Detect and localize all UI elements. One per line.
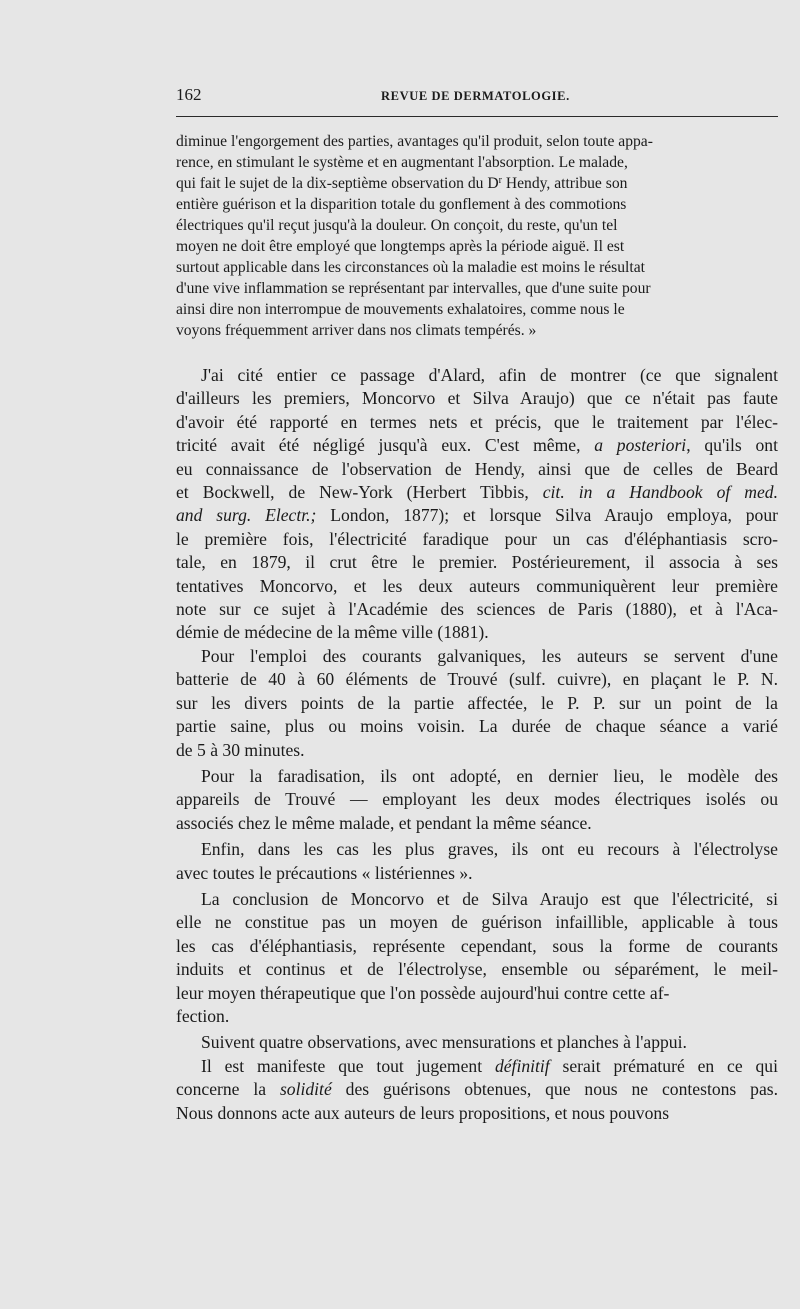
text-line: Suivent quatre observations, avec mensurations et planches à l'appui. — [201, 1032, 687, 1053]
text-line: Enfin, dans les cas les plus graves, ils ont eu recours à l'électrolyse — [201, 839, 778, 860]
italic-solidite: solidité — [279, 1079, 332, 1100]
text-line: tentatives Moncorvo, et les deux auteurs communiquèrent leur première — [176, 575, 778, 596]
text-line: note sur ce sujet à l'Académie des sciences de Paris (1880), et à l'Aca- — [176, 599, 778, 620]
quote-line: voyons fréquemment arriver dans nos climats tempérés. » — [176, 322, 537, 339]
quote-line: d'une vive inflammation se représentant par intervalles, que d'une suite pour — [176, 280, 651, 297]
quote-line: qui fait le sujet de la dix-septième observation du $D^r$ Hendy, attribue son — [176, 175, 628, 192]
text-line: fection. — [176, 1005, 230, 1026]
page-number: 162 — [176, 85, 202, 104]
body-text — [176, 364, 778, 1125]
quote-line: ainsi dire non interrompue de mouvements exhalatoires, comme nous le — [176, 301, 625, 318]
running-title: REVUE DE DERMATOLOGIE. — [381, 89, 570, 103]
text-line: le première fois, l'électricité faradique pour un cas d'éléphantiasis scro- — [176, 528, 778, 549]
italic-definitif: définitif — [494, 1055, 550, 1076]
text-line: de 5 à 30 minutes. — [176, 739, 305, 760]
text-line: Nous donnons acte aux auteurs de leurs propositions, et nous pouvons — [176, 1102, 670, 1123]
paragraph-3 — [176, 765, 778, 835]
text-line: induits et continus et de l'électrolyse, ensemble ou séparément, le meil- — [176, 959, 778, 980]
text-line: appareils de Trouvé — employant les deux modes électriques isolés ou — [176, 789, 778, 810]
quote-line: électriques qu'il reçut jusqu'à la douleur. On conçoit, du reste, qu'un tel — [176, 217, 618, 234]
text-line: d'avoir été rapporté en termes nets et précis, que le traitement par l'élec- — [176, 411, 778, 432]
text-line: eu connaissance de l'observation de Hendy, ainsi que de celles de Beard — [176, 458, 778, 479]
paragraph-2 — [176, 645, 778, 762]
text-line: partie saine, plus ou moins voisin. La durée de chaque séance a varié — [176, 716, 778, 737]
quote-line: surtout applicable dans les circonstances où la maladie est moins le résultat — [176, 259, 645, 276]
text-line: Il est manifeste que tout jugement définitif serait prématuré en ce qui — [201, 1055, 778, 1076]
text-line: tricité avait été négligé jusqu'à eux. C'est même, a posteriori, qu'ils ont — [176, 435, 778, 456]
italic-a-posteriori: a posteriori — [594, 435, 687, 456]
text-line: Pour l'emploi des courants galvaniques, les auteurs se servent d'une — [201, 645, 778, 666]
text-line: Pour la faradisation, ils ont adopté, en dernier lieu, le modèle des — [201, 765, 778, 786]
text-line: tale, en 1879, il crut être le premier. Postérieurement, il associa à ses — [176, 552, 778, 573]
italic-citation-cont: and surg. Electr.; — [176, 505, 317, 526]
text-line: et Bockwell, de New-York (Herbert Tibbis, cit. in a Handbook of med. — [176, 482, 778, 503]
quoted-passage — [176, 131, 778, 341]
paragraph-6 — [176, 1031, 778, 1054]
text-line: La conclusion de Moncorvo et de Silva Araujo est que l'électricité, si — [201, 888, 778, 909]
text-line: d'ailleurs les premiers, Moncorvo et Silva Araujo) que ce n'était pas faute — [176, 388, 778, 409]
text-line: sur les divers points de la partie affectée, le P. P. sur un point de la — [176, 692, 778, 713]
header-rule — [176, 116, 778, 117]
quote-line: moyen ne doit être employé que longtemps après la période aiguë. Il est — [176, 238, 625, 255]
text-line: elle ne constitue pas un moyen de guérison infaillible, applicable à tous — [176, 912, 778, 933]
text-line: avec toutes le précautions « listériennes ». — [176, 862, 473, 883]
text-line: concerne la solidité des guérisons obtenues, que nous ne contestons pas. — [176, 1079, 779, 1100]
paragraph-4 — [176, 838, 778, 885]
text-line: démie de médecine de la même ville (1881). — [176, 622, 489, 643]
text-line: associés chez le même malade, et pendant la même séance. — [176, 812, 592, 833]
text-line: leur moyen thérapeutique que l'on possède aujourd'hui contre cette af- — [176, 982, 670, 1003]
text-line: J'ai cité entier ce passage d'Alard, afin de montrer (ce que signalent — [201, 365, 778, 385]
quote-line: entière guérison et la disparition totale du gonflement à des commotions — [176, 196, 627, 213]
quote-line: diminue l'engorgement des parties, avantages qu'il produit, selon toute appa- — [176, 133, 653, 150]
paragraph-1 — [176, 364, 778, 645]
quote-line: rence, en stimulant le système et en augmentant l'absorption. Le malade, — [176, 154, 628, 171]
paragraph-7 — [176, 1055, 778, 1125]
paragraph-5 — [176, 888, 778, 1028]
italic-citation: cit. in a Handbook of med. — [542, 482, 778, 503]
page-header — [176, 84, 778, 106]
text-line: les cas d'éléphantiasis, représente cependant, sous la forme de courants — [176, 935, 778, 956]
doctor-superscript: r — [498, 175, 502, 186]
text-line: and surg. Electr.; London, 1877); et lorsque Silva Araujo employa, pour — [176, 505, 778, 526]
text-line: batterie de 40 à 60 éléments de Trouvé (sulf. cuivre), en plaçant le P. N. — [176, 669, 778, 690]
